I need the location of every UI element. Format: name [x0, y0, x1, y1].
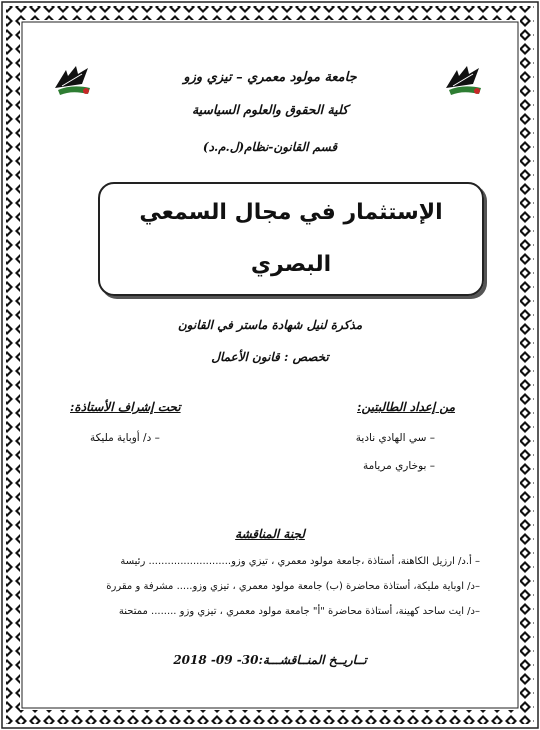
student-name: – سي الهادي نادية — [355, 432, 435, 444]
memo-description: مذكرة لنيل شهادة ماستر في القانون — [177, 318, 363, 332]
university-logo-left-icon — [52, 64, 94, 98]
specialty: تخصص : قانون الأعمال — [211, 350, 329, 364]
defense-date: تــاريــخ المنــاقشـــة:30- 09- 2018 — [173, 653, 367, 667]
student-name: – بوخاري مريامة — [362, 460, 435, 472]
faculty-name: كلية الحقوق والعلوم السياسية — [191, 102, 349, 117]
committee-member: – أ.د/ ارزيل الكاهنة، أستاذة ،جامعة مولود معمري ، تيزي وزو.......................... رئيسة — [120, 556, 480, 567]
thesis-title-line-1: الإستثمار في مجال السمعي — [139, 200, 443, 225]
supervisor-name: – د/ أوباية مليكة — [90, 432, 160, 444]
committee-member: –د/ ايت ساحد كهينة، أستاذة محاضرة "أ" جامعة مولود معمري ، تيزي وزو ........ ممتحنة — [118, 606, 480, 617]
committee-member: –د/ اوباية مليكة، أستاذة محاضرة (ب) جامعة مولود معمري ، تيزي وزو..... مشرفة و مقررة — [106, 581, 480, 592]
thesis-title-line-2: البصري — [250, 252, 332, 277]
university-logo-right-icon — [443, 64, 485, 98]
department-name: قسم القانون-نظام(ل.م.د) — [202, 140, 338, 154]
university-name: جامعة مولود معمري – تيزي وزو — [183, 70, 357, 85]
committee-heading: لجنة المناقشة — [235, 527, 305, 541]
supervised-by-heading: تحت إشراف الأستاذة: — [70, 400, 181, 414]
prepared-by-heading: من إعداد الطالبتين: — [357, 400, 455, 414]
